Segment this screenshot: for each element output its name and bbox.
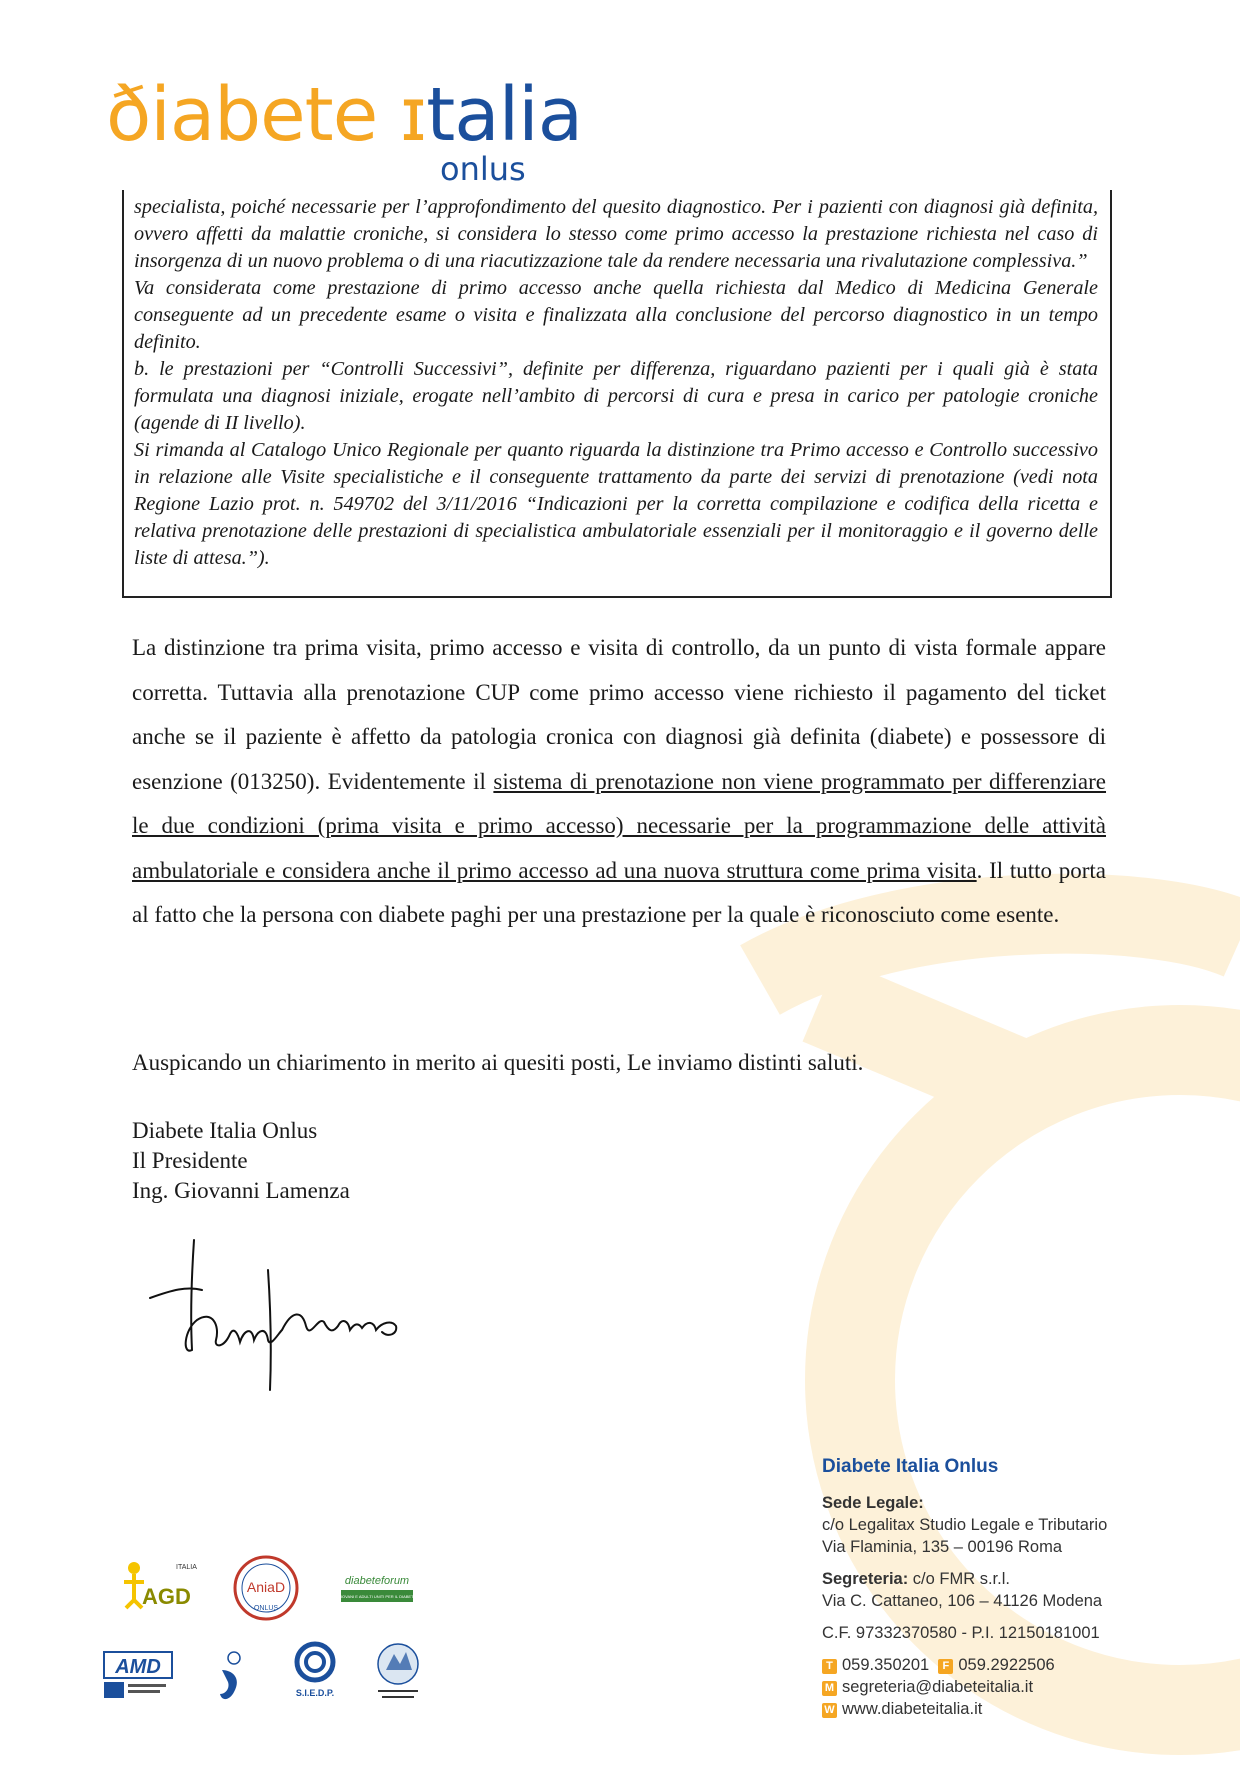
logo-italia-i: ɪ xyxy=(399,72,427,158)
amd-logo xyxy=(100,1650,176,1702)
body-paragraph xyxy=(132,626,1106,938)
segreteria-label: Segreteria: xyxy=(822,1570,909,1588)
mail-icon: M xyxy=(822,1681,837,1696)
segreteria-value: c/o FMR s.r.l. xyxy=(908,1570,1010,1588)
quote-paragraph: specialista, poiché necessarie per l’approfondimento del quesito diagnostico. Per i pazienti con diagnosi già definita, ovvero affetti da malattie croniche, si considera lo stesso come primo accesso la prestazione richiesta nel caso di insorgenza di un nuovo problema o di una riacutizzazione tale da rendere necessaria una rivalutazione complessiva.” xyxy=(134,196,1098,272)
diabete-italia-logo xyxy=(106,72,583,188)
quote-paragraph: b. le prestazioni per “Controlli Successivi”, definite per differenza, riguardano pazienti per i quali già è stata formulata una diagnosi iniziale, erogate nell’ambito di percorsi di cura e presa in carico per patologie croniche (agende di II livello). xyxy=(134,358,1098,434)
signoff-name: Ing. Giovanni Lamenza xyxy=(132,1178,350,1203)
sede-line: Via Flaminia, 135 – 00196 Roma xyxy=(822,1538,1063,1556)
tax-codes: C.F. 97332370580 - P.I. 12150181001 xyxy=(822,1624,1100,1642)
sede-label: Sede Legale: xyxy=(822,1494,924,1512)
fax-number: 059.2922506 xyxy=(958,1656,1055,1674)
diabeteforum-logo xyxy=(337,1568,417,1608)
body-text: La distinzione tra prima visita, primo accesso e visita di controllo, da un punto di vista formale appare corretta. Tuttavia alla prenotazione CUP come primo accesso viene richiesto il pagamento del ticket anche se il paziente è affetto da patologia cronica con diagnosi già definita (diabete) e possessore di esenzione (013250). Evidentemente il xyxy=(132,635,1106,794)
phone-icon: T xyxy=(822,1659,837,1674)
siedp-logo xyxy=(292,1640,338,1702)
diabeteforum-sub: GIOVANI E ADULTI UNITI PER IL DIABETE xyxy=(337,1594,417,1599)
aniad-logo xyxy=(232,1554,300,1622)
diabeteforum-label: diabeteforum xyxy=(344,1575,410,1587)
underlined-text: sistema di prenotazione non viene programmato per differenziare le due condizioni (prima visita e primo accesso) necessarie per la programmazione delle attività ambulatoriale e considera anche il primo accesso ad una nuova struttura come prima visita xyxy=(132,768,1107,883)
sede-line: c/o Legalitax Studio Legale e Tributario xyxy=(822,1516,1108,1534)
agd-label: AGD xyxy=(142,1584,191,1609)
quote-paragraph: Si rimanda al Catalogo Unico Regionale per quanto riguarda la distinzione tra Primo accesso e Controllo successivo in relazione alle Visite specialistiche e il conseguente trattamento da parte dei servizi di prenotazione (vedi nota Regione Lazio prot. n. 549702 del 3/11/2016 “Indicazioni per la corretta compilazione e codifica della ricetta e relativa prenotazione delle prestazioni di specialistica ambulatoriale essenziali per il monitoraggio e il governo delle liste di attesa.”). xyxy=(134,439,1098,569)
aniad-sub: ONLUS xyxy=(253,1605,279,1612)
simg-logo xyxy=(370,1640,426,1706)
closing-salutation: Auspicando un chiarimento in merito ai quesiti posti, Le inviamo distinti saluti. xyxy=(132,1050,864,1075)
agd-top-label: ITALIA xyxy=(176,1564,197,1571)
footer-contacts xyxy=(822,1456,1232,1720)
signoff-block xyxy=(132,1116,350,1206)
signoff-role: Il Presidente xyxy=(132,1148,248,1173)
quote-paragraph: Va considerata come prestazione di primo accesso anche quella richiesta dal Medico di Medicina Generale conseguente ad un precedente esame o visita e finalizzata alla conclusione del percorso diagnostico in un tempo definito. xyxy=(134,277,1098,353)
logo-onlus: onlus xyxy=(440,150,526,188)
signoff-org: Diabete Italia Onlus xyxy=(132,1118,318,1143)
segreteria-line: Via C. Cattaneo, 106 – 41126 Modena xyxy=(822,1592,1103,1610)
website-link[interactable]: www.diabeteitalia.it xyxy=(842,1700,983,1718)
logo-italia: talia xyxy=(426,72,583,158)
amd-label: AMD xyxy=(115,1656,161,1678)
osdi-logo xyxy=(212,1648,252,1708)
phone-number: 059.350201 xyxy=(842,1656,930,1674)
handwritten-signature xyxy=(142,1230,412,1395)
agd-logo xyxy=(120,1560,200,1610)
email-link[interactable]: segreteria@diabeteitalia.it xyxy=(842,1678,1034,1696)
logo-diabete: ðiabete xyxy=(106,72,378,158)
web-icon: W xyxy=(822,1703,837,1718)
fax-icon: F xyxy=(938,1659,953,1674)
siedp-label: S.I.E.D.P. xyxy=(295,1688,335,1698)
body-text: . Il tutto porta al fatto che la persona con diabete paghi per una prestazione per la quale è riconosciuto come esente. xyxy=(132,857,1106,927)
quoted-regulation-box xyxy=(122,190,1112,598)
aniad-label: AniaD xyxy=(246,1579,286,1595)
footer-org-name: Diabete Italia Onlus xyxy=(822,1456,999,1477)
